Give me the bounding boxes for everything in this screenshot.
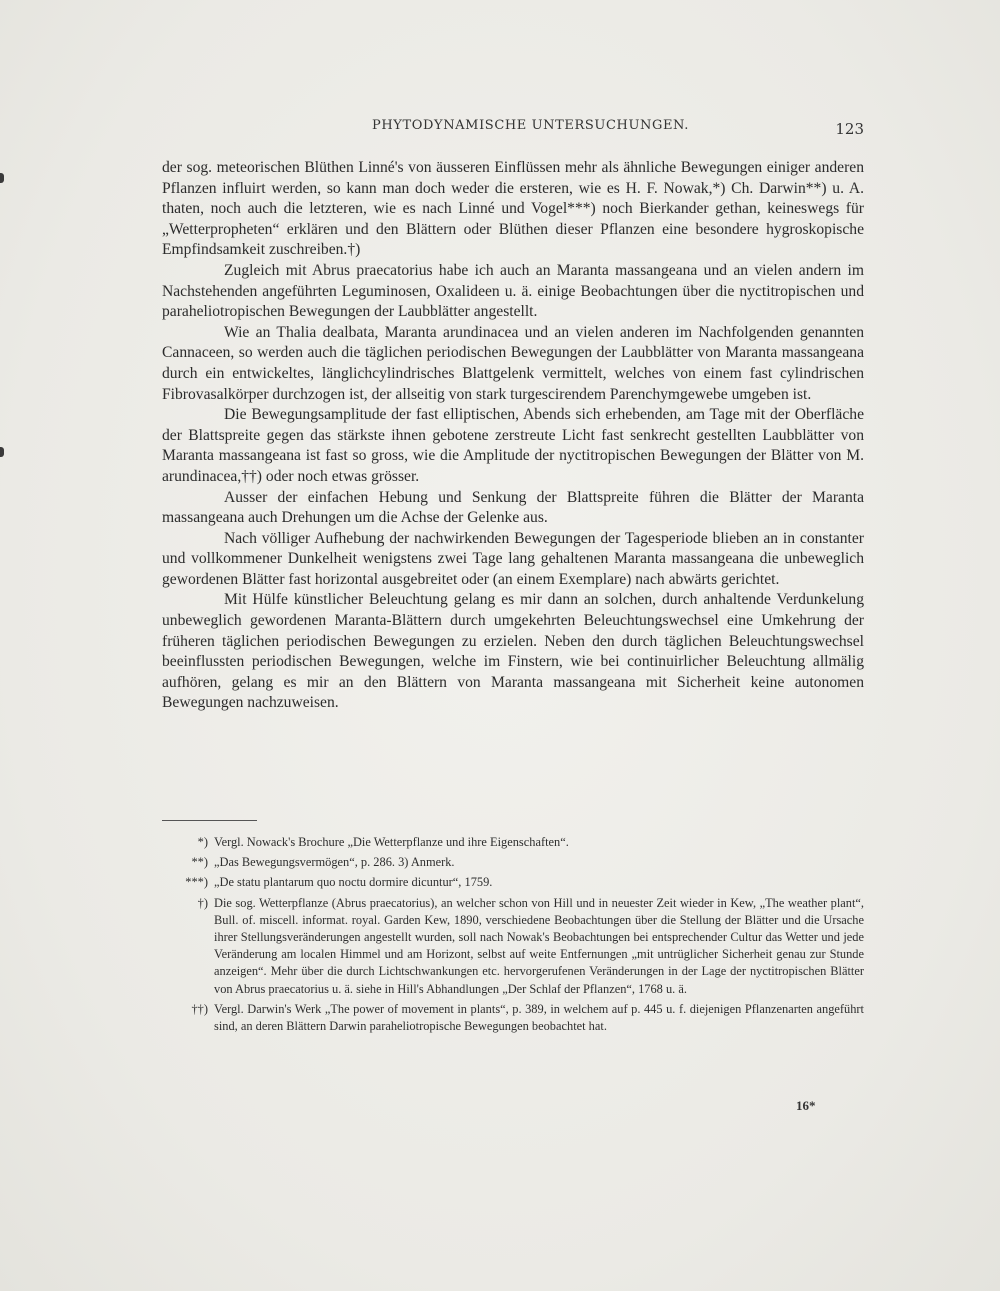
signature-mark: 16* — [796, 1098, 816, 1113]
footnote-mark: *) — [197, 835, 208, 849]
footnote — [162, 834, 864, 851]
page-edge-mark — [0, 447, 4, 457]
footnote-text: Vergl. Nowack's Brochure „Die Wetterpflanze und ihre Eigenschaften“. — [214, 835, 569, 849]
footnote-mark: †) — [197, 895, 208, 910]
paragraph: Mit Hülfe künstlicher Beleuchtung gelang es mir dann an solchen, durch anhaltende Verdunkelung unbeweglich gewordenen Maranta-Blättern durch umgekehrten Beleuchtungswechsel eine Umkehrung der früheren täglichen periodischen Bewegungen zu erzielen. Neben den durch täglichen Beleuchtungswechsel beeinflussten periodischen Bewegungen, welche im Finstern, wie bei continuirlicher Beleuchtung allmälig aufhören, gelang es mir an den Blättern von Maranta massangeana mit Sicherheit keine autonomen Bewegungen nachzuweisen. — [162, 591, 864, 712]
footnote-rule — [162, 820, 257, 821]
paragraph: Zugleich mit Abrus praecatorius habe ich auch an Maranta massangeana und an vielen andern im Nachstehenden angeführten Leguminosen, Oxalideen u. ä. einige Beobachtungen über die nyctitropischen und paraheliotropischen Bewegungen der Laubblätter angestellt. — [162, 261, 864, 321]
footnote-text: „De statu plantarum quo noctu dormire dicuntur“, 1759. — [214, 875, 493, 890]
footnote-text: „Das Bewegungsvermögen“, p. 286. 3) Anmerk. — [214, 855, 455, 870]
paragraph: Ausser der einfachen Hebung und Senkung der Blattspreite führen die Blätter der Maranta massangeana auch Drehungen um die Achse der Gelenke aus. — [162, 488, 864, 527]
paragraph: der sog. meteorischen Blüthen Linné's von äusseren Einflüssen mehr als ähnliche Bewegungen einiger anderen Pflanzen influirt werden, so kann man doch weder die ersteren, wie es H. F. Nowak,*) Ch. Darwin**) u. A. thaten, noch auch die letzteren, wie es nach Linné und Vogel***) noch Bierkander gethan, keineswegs für „Wetterpropheten“ erklären und den Blättern oder Blüthen dieser Pflanzen eine besondere hygroskopische Empfindsamkeit zuschreiben.†) — [162, 159, 864, 259]
footnote-mark: ††) — [191, 1001, 208, 1016]
footnote-mark: **) — [191, 855, 208, 870]
paragraph: Nach völliger Aufhebung der nachwirkenden Bewegungen der Tagesperiode blieben an in constanter und vollkommener Dunkelheit wenigstens zwei Tage lang gehaltenen Maranta massangeana die unbeweglich gewordenen Blätter fast horizontal ausgebreitet oder (an einem Exemplare) nach abwärts gerichtet. — [162, 529, 864, 588]
footnotes — [162, 834, 864, 1038]
footnote-text: Die sog. Wetterpflanze (Abrus praecatorius), an welcher schon von Hill und in neuester Zeit wieder in Kew, „The weather plant“, Bull. of. miscell. informat. royal. Garden Kew, 1890, verschiedene Beobachtungen über die Stellung der Blätter und die Ursache ihrer Stellungsveränderungen angestellt wurden, soll nach Nowak's Beobachtungen bei entsprechender Cultur das Wetter und jede Veränderung am localen Himmel und am Horizont, selbst auf weite Entfernungen „mit untrüglicher Sicherheit genau zur Stunde anzeigen“. Mehr über die durch Lichtschwankungen etc. hervorgerufenen Veränderungen in der Lage der nyctitropischen Blätter von Abrus praecatorius u. ä. siehe in Hill's Abhandlungen „Der Schlaf der Pflanzen“, 1768 u. ä. — [214, 895, 864, 996]
page-number: 123 — [835, 120, 864, 138]
paragraph: Wie an Thalia dealbata, Maranta arundinacea und an vielen anderen im Nachfolgenden genannten Cannaceen, so werden auch die täglichen periodischen Bewegungen der Laubblätter von Maranta massangeana durch ein entwickeltes, länglichcylindrisches Blattgelenk vermittelt, welches von einem fast cylindrischen Fibrovasalkörper durchzogen ist, der allseitig von stark turgescirendem Parenchymgewebe umgeben ist. — [162, 323, 864, 403]
paragraph: Die Bewegungsamplitude der fast elliptischen, Abends sich erhebenden, am Tage mit der Oberfläche der Blattspreite gegen das stärkste ihnen gebotene zerstreute Licht fast senkrecht gestellten Laubblätter von Maranta massangeana ist fast so gross, wie die Amplitude der nyctitropischen Bewegungen der Blätter von M. arundinacea,††) oder noch etwas grösser. — [162, 406, 864, 485]
running-head — [160, 118, 866, 140]
footnote-text: Vergl. Darwin's Werk „The power of movement in plants“, p. 389, in welchem auf p. 445 u. f. diejenigen Pflanzenarten angeführt sind, an deren Blättern Darwin paraheliotropische Bewegungen beobachtet hat. — [214, 1001, 864, 1034]
footnote — [162, 874, 864, 891]
footnote — [162, 1001, 864, 1035]
footnote — [162, 854, 864, 871]
footnote — [162, 895, 864, 998]
running-title: PHYTODYNAMISCHE UNTERSUCHUNGEN. — [372, 118, 689, 133]
page-edge-mark — [0, 173, 4, 183]
body-text — [162, 158, 864, 714]
footnote-mark: ***) — [185, 875, 208, 890]
